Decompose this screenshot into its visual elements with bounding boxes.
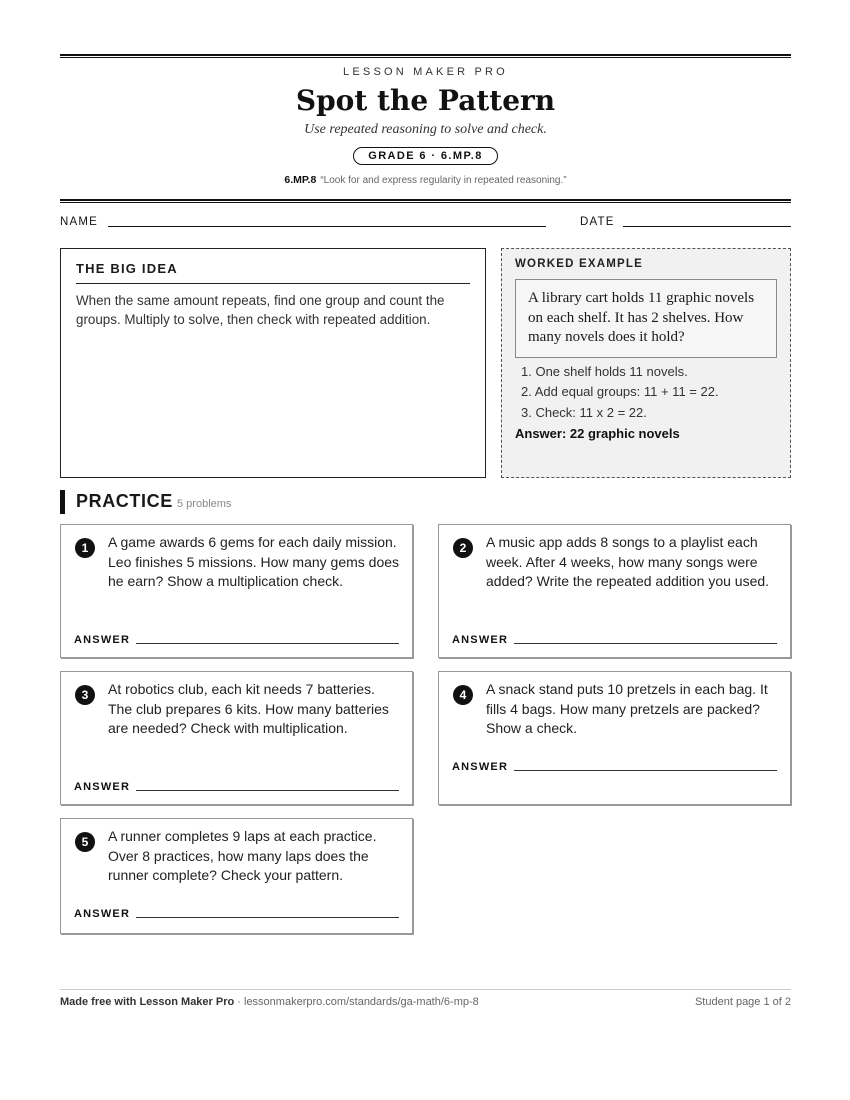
worksheet-page bbox=[60, 0, 791, 1100]
problem-text: A game awards 6 gems for each daily mission. Leo finishes 5 missions. How many gems does he earn? Show a multiplication check. bbox=[108, 534, 400, 589]
page-subtitle: Use repeated reasoning to solve and check. bbox=[304, 122, 547, 137]
grade-badge: GRADE 6 · 6.MP.8 bbox=[353, 147, 498, 165]
worked-example-heading: WORKED EXAMPLE bbox=[515, 258, 643, 270]
grade-badge-row bbox=[60, 146, 791, 165]
brand-name: LESSON MAKER PRO bbox=[343, 66, 508, 78]
name-field[interactable] bbox=[108, 226, 546, 227]
problem-card-4 bbox=[438, 671, 791, 805]
worked-example-box bbox=[501, 248, 791, 478]
header-top-rule bbox=[60, 54, 791, 58]
big-idea-text: When the same amount repeats, find one group and count the groups. Multiply to solve, then check with repeated addition. bbox=[76, 293, 445, 327]
problem-text: A runner completes 9 laps at each practice. Over 8 practices, how many laps does the runner complete? Check your pattern. bbox=[108, 828, 377, 883]
answer-label: ANSWER bbox=[74, 908, 131, 920]
problem-number-badge: 3 bbox=[75, 685, 95, 705]
footer-link[interactable]: · lessonmakerpro.com/standards/ga-math/6-mp-8 bbox=[234, 996, 479, 1008]
answer-field-4[interactable] bbox=[514, 770, 777, 771]
answer-field-5[interactable] bbox=[136, 917, 399, 918]
worked-example-step: 2. Add equal groups: 11 + 11 = 22. bbox=[521, 384, 719, 399]
practice-count: 5 problems bbox=[177, 498, 232, 510]
big-idea-heading: THE BIG IDEA bbox=[76, 261, 470, 284]
problem-card-5 bbox=[60, 818, 413, 934]
problem-text: A music app adds 8 songs to a playlist each week. After 4 weeks, how many songs were added? Write the repeated addition you used. bbox=[486, 534, 770, 589]
page-title: Spot the Pattern bbox=[295, 84, 556, 117]
name-date-row bbox=[60, 216, 791, 232]
problem-card-1 bbox=[60, 524, 413, 658]
problem-text: A snack stand puts 10 pretzels in each bag. It fills 4 bags. How many pretzels are packed? Show a check. bbox=[486, 681, 768, 736]
footer-made-with: Made free with Lesson Maker Pro bbox=[60, 996, 235, 1008]
answer-field-1[interactable] bbox=[136, 643, 399, 644]
date-field[interactable] bbox=[623, 226, 791, 227]
practice-heading bbox=[60, 490, 791, 514]
answer-label: ANSWER bbox=[452, 634, 509, 646]
worked-example-answer: Answer: 22 graphic novels bbox=[515, 426, 680, 441]
big-idea-box bbox=[60, 248, 486, 478]
worked-example-problem: A library cart holds 11 graphic novels on each shelf. It has 2 shelves. How many novels does it hold? bbox=[515, 279, 777, 358]
practice-title: PRACTICE bbox=[76, 491, 173, 511]
problem-number-badge: 5 bbox=[75, 832, 95, 852]
problem-card-2 bbox=[438, 524, 791, 658]
standard-code: 6.MP.8 bbox=[284, 174, 317, 186]
header-bottom-rule bbox=[60, 199, 791, 203]
answer-label: ANSWER bbox=[74, 781, 131, 793]
problem-number-badge: 1 bbox=[75, 538, 95, 558]
worked-example-steps bbox=[515, 362, 777, 424]
standard-text: “Look for and express regularity in repeated reasoning.” bbox=[320, 175, 567, 186]
footer-page-number: Student page 1 of 2 bbox=[694, 996, 791, 1008]
standard-line bbox=[60, 174, 791, 186]
worked-example-step: 3. Check: 11 x 2 = 22. bbox=[521, 404, 647, 420]
problem-card-3 bbox=[60, 671, 413, 805]
date-label: DATE bbox=[580, 216, 615, 228]
name-label: NAME bbox=[60, 216, 99, 228]
problem-number-badge: 2 bbox=[453, 538, 473, 558]
answer-field-2[interactable] bbox=[514, 643, 777, 644]
practice-accent-bar bbox=[60, 490, 65, 514]
answer-field-3[interactable] bbox=[136, 790, 399, 791]
problem-number-badge: 4 bbox=[453, 685, 473, 705]
answer-label: ANSWER bbox=[452, 761, 509, 773]
problem-text: At robotics club, each kit needs 7 batteries. The club prepares 6 kits. How many batteries are needed? Check with multiplication. bbox=[108, 681, 389, 736]
worked-example-step: 1. One shelf holds 11 novels. bbox=[521, 363, 688, 379]
answer-label: ANSWER bbox=[74, 634, 131, 646]
page-footer bbox=[60, 989, 791, 1008]
